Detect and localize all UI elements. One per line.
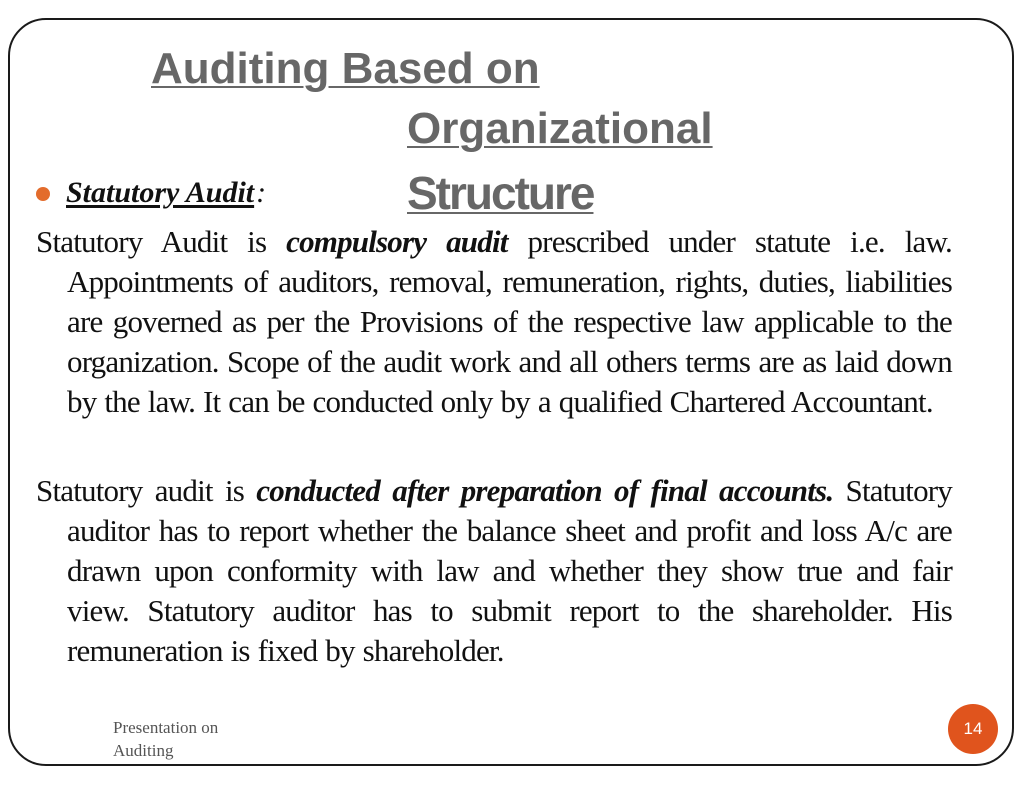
- paragraph-1-text-b: prescribed under statute i.e. law. Appointments of auditors, removal, remuneration, rights, duties, liabilities are governed as per the Provisions of the respective law applicable to the organization. Scope of the audit work and all others terms are as laid down by the law. It can be conducted only by a qualified Chartered Accountant.: [67, 224, 952, 419]
- paragraph-2-text-a: Statutory audit is: [36, 473, 257, 508]
- paragraph-1: [36, 222, 952, 422]
- footer-line-2: Auditing: [113, 741, 174, 760]
- paragraph-1-text-a: Statutory Audit is: [36, 224, 287, 259]
- paragraph-2-text-b: Statutory auditor has to report whether the balance sheet and profit and loss A/c are drawn upon conformity with law and whether they show true and fair view. Statutory auditor has to submit report to the shareholder. His remuneration is fixed by shareholder.: [67, 473, 952, 668]
- page-number-badge: 14: [948, 704, 998, 754]
- footer-line-1: Presentation on: [113, 718, 219, 737]
- bullet-statutory-audit: [36, 176, 266, 210]
- paragraph-2-emphasis: conducted after preparation of final accounts.: [256, 473, 834, 508]
- slide-title-line-3: Structure: [407, 167, 594, 219]
- footer-caption: [113, 716, 218, 762]
- slide-title-line-2: Organizational: [407, 104, 713, 153]
- paragraph-2: [36, 471, 952, 671]
- bullet-dot-icon: [36, 187, 50, 201]
- slide-title-line-1: Auditing Based on: [151, 44, 540, 93]
- paragraph-1-emphasis: compulsory audit: [286, 224, 508, 259]
- bullet-label: Statutory Audit: [66, 176, 255, 209]
- bullet-colon: :: [256, 176, 267, 209]
